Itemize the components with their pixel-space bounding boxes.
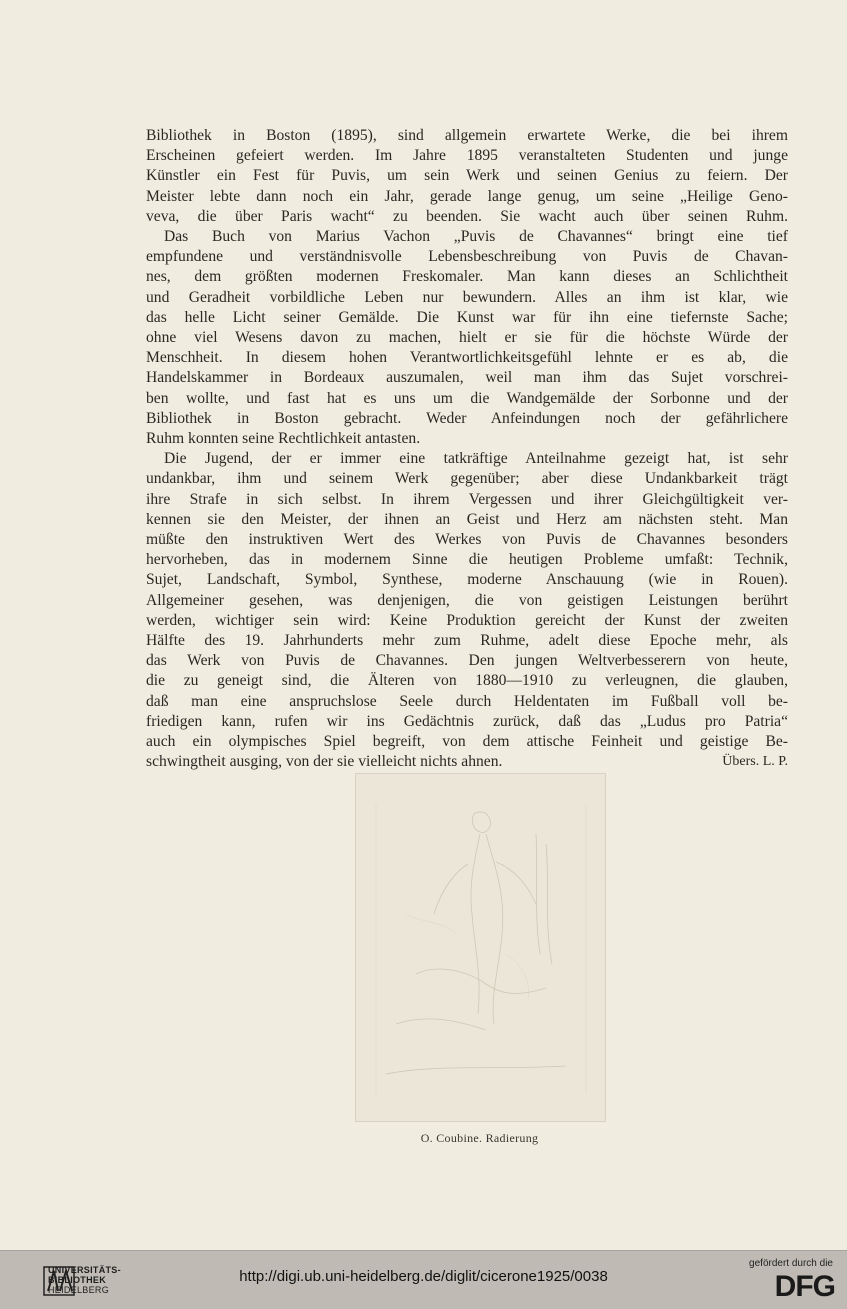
translator-signature: Übers. L. P. (722, 754, 788, 770)
text-line: daß man eine anspruchslose Seele durch Heldentaten im Fußball voll be- (146, 692, 788, 710)
text-line: Bibliothek in Boston (1895), sind allgemein erwartete Werke, die bei ihrem (146, 127, 788, 144)
text-line: ben wollte, und fast hat es uns um die Wandgemälde der Sorbonne und der (146, 389, 788, 407)
text-line: nes, dem größten modernen Freskomaler. Man kann dieses an Schlichtheit (146, 268, 788, 286)
text-line: und Geradheit vorbildliche Leben nur bewundern. Alles an ihm ist klar, wie (146, 288, 788, 306)
funded-by-label: gefördert durch die (749, 1258, 833, 1269)
text-line: müßte den instruktiven Wert des Werkes von Puvis de Chavannes besonders (146, 531, 788, 549)
text-line: Das Buch von Marius Vachon „Puvis de Chavannes“ bringt eine tief (164, 228, 788, 246)
text-line-final (146, 752, 788, 772)
text-line: auch ein olympisches Spiel begreift, von dem attische Feinheit und geistige Be- (146, 733, 788, 751)
text-line: Meister lebte dann noch ein Jahr, gerade lange genug, um seine „Heilige Geno- (146, 187, 788, 205)
text-line: Bibliothek in Boston gebracht. Weder Anfeindungen noch der gefährlichere (146, 409, 788, 427)
text-line: veva, die über Paris wacht“ zu beenden. Sie wacht auch über seinen Ruhm. (146, 207, 788, 225)
text-line: Erscheinen gefeiert werden. Im Jahre 1895 veranstalteten Studenten und junge (146, 147, 788, 165)
text-line: werden, wichtiger sein wird: Keine Produktion gereicht der Kunst der zweiten (146, 611, 788, 629)
digitization-footer (0, 1250, 847, 1309)
dfg-logo: DFG (774, 1270, 835, 1303)
text-line: ohne viel Wesens davon zu machen, hielt er sie für die höchste Würde der (146, 329, 788, 347)
text-line: Allgemeiner gesehen, was denjenigen, die von geistigen Leistungen berührt (146, 591, 788, 609)
library-name-line-3: HEIDELBERG (48, 1285, 110, 1295)
text-line: kennen sie den Meister, der ihnen an Geist und Herz am nächsten steht. Man (146, 510, 788, 528)
figure-caption: O. Coubine. Radierung (420, 1131, 539, 1145)
text-line: Handelskammer in Bordeaux auszumalen, weil man ihm das Sujet vorschrei- (146, 369, 788, 387)
library-name-line-1: UNIVERSITÄTS- (48, 1265, 121, 1275)
text-line: das Werk von Puvis de Chavannes. Den jungen Weltverbesserern von heute, (146, 652, 788, 670)
text-line: Ruhm konnten seine Rechtlichkeit antasten. (146, 430, 421, 448)
library-name-line-2: BIBLIOTHEK (48, 1275, 106, 1285)
source-url-link[interactable]: http://digi.ub.uni-heidelberg.de/diglit/cicerone1925/0038 (239, 1268, 608, 1285)
etching-sketch-icon (356, 774, 605, 1121)
text-line: Menschheit. In diesem hohen Verantwortlichkeitsgefühl lehnte er es ab, die (146, 349, 788, 367)
text-line: undankbar, ihm und seinem Werk gegenüber; aber diese Undankbarkeit trägt (146, 470, 788, 488)
text-line: Sujet, Landschaft, Symbol, Synthese, moderne Anschauung (wie in Rouen). (146, 571, 788, 589)
text-line: hervorheben, das in modernem Sinne die heutigen Probleme umfaßt: Technik, (146, 551, 788, 569)
text-line: friedigen kann, rufen wir ins Gedächtnis zurück, daß das „Ludus pro Patria“ (146, 712, 788, 730)
text-line: Hälfte des 19. Jahrhunderts mehr zum Ruhme, adelt diese Epoche mehr, als (146, 632, 788, 650)
text-line: empfundene und verständnisvolle Lebensbeschreibung von Puvis de Chavan- (146, 248, 788, 266)
text-line: Die Jugend, der er immer eine tatkräftige Anteilnahme gezeigt hat, ist sehr (164, 450, 788, 468)
article-text (146, 126, 788, 773)
etching-illustration (355, 773, 606, 1122)
text-line: Künstler ein Fest für Puvis, um sein Werk und seinen Genius zu feiern. Der (146, 167, 788, 185)
final-line-text: schwingtheit ausging, von der sie vielleicht nichts ahnen. (146, 753, 503, 771)
text-line: das helle Licht seiner Gemälde. Die Kunst war für ihn eine tiefernste Sache; (146, 308, 788, 326)
text-line: ihre Strafe in sich selbst. In ihrem Vergessen und ihrer Gleichgültigkeit ver- (146, 490, 788, 508)
text-line: die zu geneigt sind, die Älteren von 1880—1910 zu verleugnen, die glauben, (146, 672, 788, 690)
